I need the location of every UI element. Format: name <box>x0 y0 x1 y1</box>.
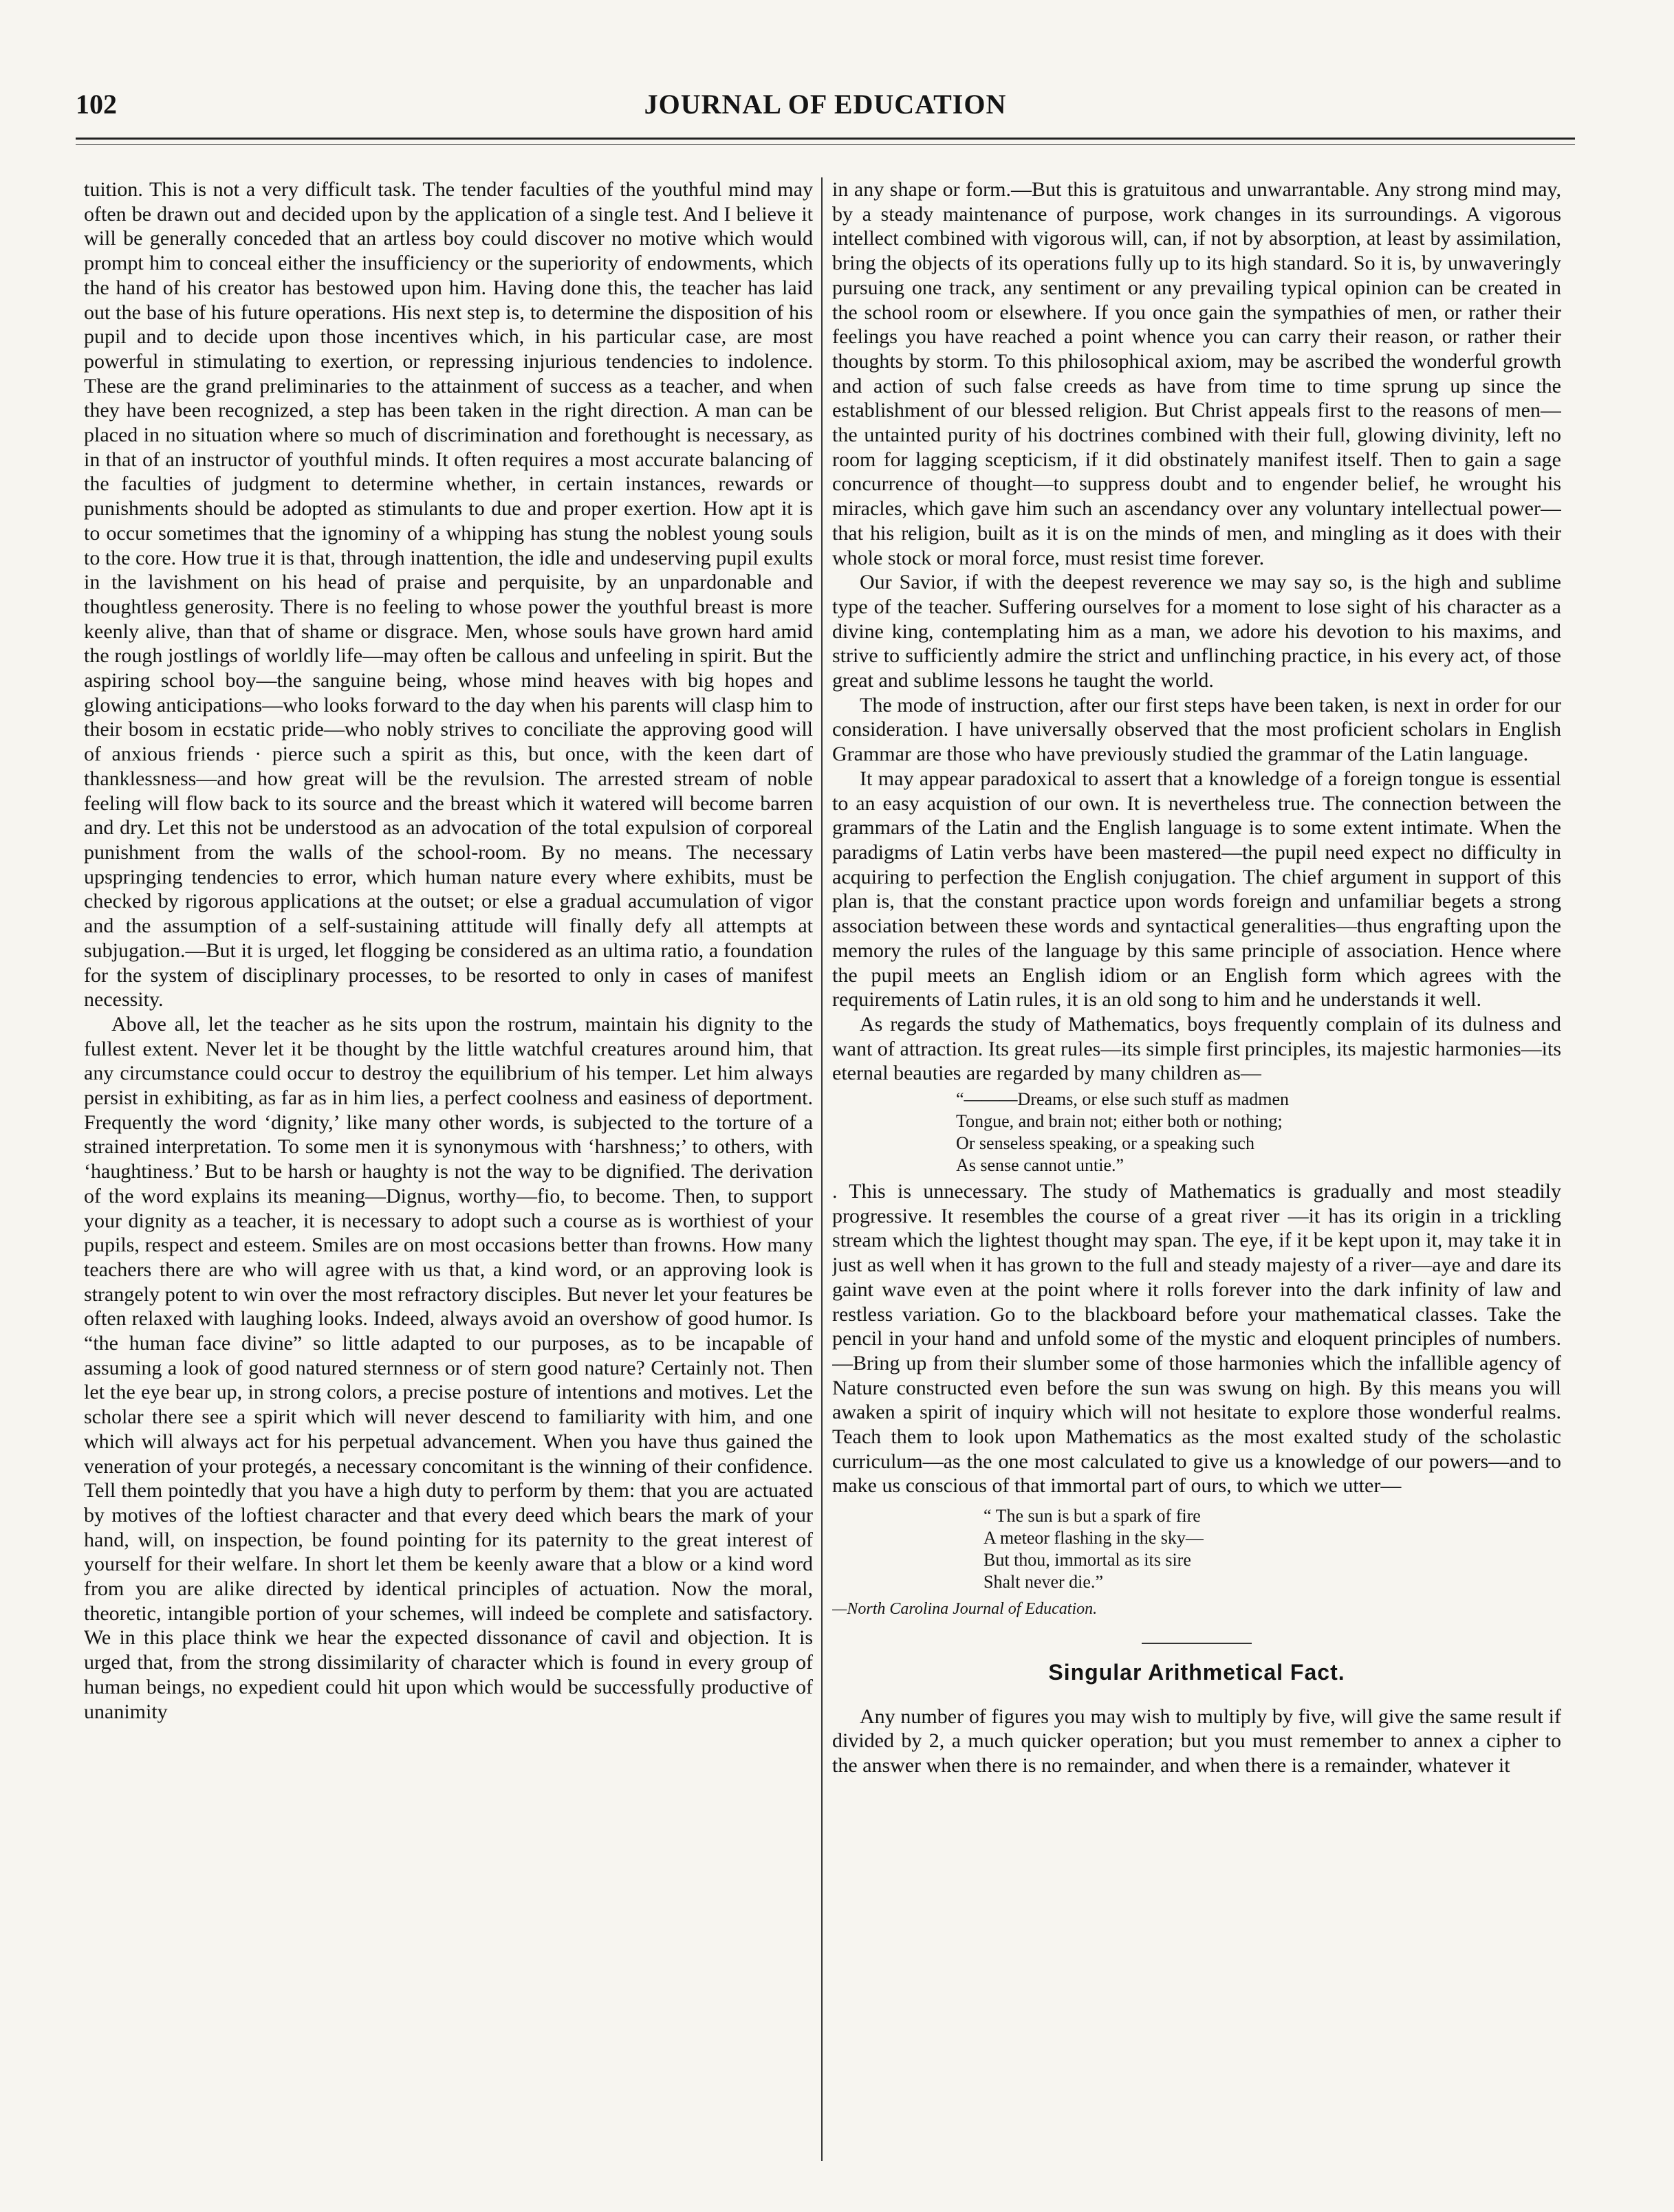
paragraph: As regards the study of Mathematics, boys frequently complain of its dulness and want of attraction. Its great rules—its simple first principles, its majestic harmonies—its eternal beauties are regarded by many children as— <box>832 1012 1561 1085</box>
verse-line: Or senseless speaking, or a speaking such <box>956 1133 1254 1154</box>
header-rule-thin <box>76 144 1575 145</box>
journal-title: JOURNAL OF EDUCATION <box>644 89 1007 120</box>
verse-line: “———Dreams, or else such stuff as madmen <box>956 1089 1290 1110</box>
verse-line: As sense cannot untie.” <box>956 1155 1124 1176</box>
paragraph: tuition. This is not a very difficult task. The tender faculties of the youthful mind may often be drawn out and decided upon by the application of a single test. And I believe it will be generally conceded that an artless boy could discover no motive which would prompt him to conceal either the insufficiency or the superiority of endowments, which the hand of his creator has bestowed upon him. Having done this, the teacher has laid out the base of his future operations. His next step is, to determine the disposition of his pupil and to decide upon those incentives which, in his particular case, are most powerful in stimulating to exertion, or repressing injurious tendencies to indolence. These are the grand preliminaries to the attainment of success as a teacher, and when they have been recognized, a step has been taken in the right direction. A man can be placed in no situation where so much of discrimination and forethought is necessary, as in that of an instructor of youthful minds. It often requires a most accurate balancing of the faculties of judgment to determine whether, in certain instances, rewards or punishments should be adopted as stimulants to due and proper exertion. How apt it is to occur sometimes that the ignominy of a whipping has stung the noblest young souls to the core. How true it is that, through inattention, the idle and undeserving pupil exults in the lavishment on his head of praise and perquisite, by an unpardonable and thoughtless generosity. There is no feeling to whose power the youthful breast is more keenly alive, than that of shame or disgrace. Men, whose souls have grown hard amid the rough jostlings of worldly life—may often be callous and unfeeling in spirit. But the aspiring school boy—the sanguine being, whose mind heaves with big hopes and glowing anticipations—who looks forward to the day when his parents will clasp him to their bosom in ecstatic pride—who nobly strives to conciliate the approving good will of anxious friends · pierce such a spirit as this, but once, with the keen dart of thanklessness—and how great will be the revulsion. The arrested stream of noble feeling will flow back to its source and the breast which it watered will become barren and dry. Let this not be understood as an advocation of the total expulsion of corporeal punishment from the walls of the school-room. By no means. The necessary upspringing tendencies to error, which human nature every where exhibits, must be checked by rigorous applications at the outset; or else a gradual accumulation of vigor and the assumption of a self-sustaining attitude will finally defy all attempts at subjugation.—But it is urged, let flogging be considered as an ultima ratio, a foundation for the system of disciplinary processes, to be resorted to only in cases of manifest necessity. <box>84 178 813 1011</box>
verse-line: Tongue, and brain not; either both or nothing; <box>956 1111 1283 1132</box>
paragraph: Above all, let the teacher as he sits upon the rostrum, maintain his dignity to the fullest extent. Never let it be thought by the little watchful creatures around him, that any circumstance could occur to destroy the equilibrium of his temper. Let him always persist in exhibiting, as far as in him lies, a perfect coolness and easiness of deportment. Frequently the word ‘dignity,’ like many other words, is subjected to the torture of a strained interpretation. To some men it is synonymous with ‘harshness;’ to others, with ‘haughtiness.’ But to be harsh or haughty is not the way to be dignified. The derivation of the word explains its meaning—Dignus, worthy—fio, to become. Then, to support your dignity as a teacher, it is necessary to adopt such a course as is worthiest of your pupils, respect and esteem. Smiles are on most occasions better than frowns. How many teachers there are who will agree with us that, a kind word, or an approving look is strangely potent to win over the most refractory disciples. But never let your features be often relaxed with laughing looks. Indeed, always avoid an overshow of good humor. Is “the human face divine” so little adapted to our purposes, as to be incapable of assuming a look of good natured sternness or of stern good nature? Certainly not. Then let the eye bear up, in strong colors, a precise posture of intentions and motives. Let the scholar there see a spirit which will never descend to familiarity with him, and one which will always act for his perpetual advancement. When you have thus gained the veneration of your protegés, a necessary concomitant is the winning of their confidence. Tell them pointedly that you have a high duty to perform by them: that you are actuated by motives of the loftiest character and that every deed which bears the mark of your hand, will, on inspection, be found pointing for its paternity to the great interest of yourself for their welfare. In short let them be keenly aware that a blow or a kind word from you are alike directed by identical principles of actuation. Now the moral, theoretic, intangible portion of your schemes, will indeed be complete and satisfactory. We in this place think we hear the expected dissonance of cavil and objection. It is urged that, from the strong dissimilarity of character which is found in every group of human beings, no expedient could hit upon which would be successfully productive of unanimity <box>84 1012 813 1723</box>
section-divider <box>1142 1643 1252 1644</box>
left-column <box>84 177 813 2171</box>
verse-quote <box>956 1088 1561 1176</box>
section-title: Singular Arithmetical Fact. <box>1048 1659 1345 1685</box>
page-header <box>76 88 1575 129</box>
attribution: —North Carolina Journal of Education. <box>832 1600 1098 1619</box>
right-column <box>832 177 1561 2171</box>
paragraph: It may appear paradoxical to assert that a knowledge of a foreign tongue is essential to an easy acquistion of our own. It is nevertheless true. The connection between the grammars of the Latin and the English language is to some extent intimate. When the paradigms of Latin verbs have been mastered—the pupil need expect no difficulty in acquiring to perfection the English conjugation. The chief argument in support of this plan is, that the constant practice upon words foreign and unfamiliar begets a strong association between these words and syntactical generalities—thus engrafting upon the memory the rules of the language by this same principle of association. Hence where the pupil meets an English idiom or an English form which agrees with the requirements of Latin rules, it is an old song to him and he understands it well. <box>832 767 1561 1011</box>
verse-line: “ The sun is but a spark of fire <box>983 1506 1201 1526</box>
paragraph: The mode of instruction, after our first steps have been taken, is next in order for our consideration. I have universally observed that the most proficient scholars in English Grammar are those who have previously studied the grammar of the Latin language. <box>832 693 1561 766</box>
column-divider <box>821 177 823 2161</box>
verse-quote <box>983 1505 1561 1593</box>
verse-line: But thou, immortal as its sire <box>983 1550 1191 1570</box>
paragraph: . This is unnecessary. The study of Mathematics is gradually and most steadily progressive. It resembles the course of a great river —it has its origin in a trickling stream which the lightest thought may span. The eye, if it be kept upon it, may take it in just as well when it has grown to the full and steady majesty of a river—aye and dare its gaint wave even at the point where it rolls forever into the dark infinity of law and restless variation. Go to the blackboard before your mathematical classes. Take the pencil in your hand and unfold some of the mystic and eloquent principles of numbers.—Bring up from their slumber some of those harmonies which the infallible agency of Nature constructed even before the sun was swung on high. By this means you will awaken a spirit of inquiry which will not hesitate to explore those wonderful realms. Teach them to look upon Mathematics as the most exalted study of the scholastic curriculum—as the one most calculated to give us a knowledge of our powers—and to make us conscious of that immortal part of ours, to which we utter— <box>832 1180 1561 1498</box>
verse-line: Shalt never die.” <box>983 1572 1103 1592</box>
paragraph: Our Savior, if with the deepest reverence we may say so, is the high and sublime type of the teacher. Suffering ourselves for a moment to lose sight of his character as a divine king, contemplating him as a man, we adore his devotion to his maxims, and strive to sufficiently admire the strict and unflinching practice, in his every act, of those great and sublime lessons he taught the world. <box>832 571 1561 692</box>
paragraph: Any number of figures you may wish to multiply by five, will give the same result if divided by 2, a much quicker operation; but you must remember to annex a cipher to the answer when there is no remainder, and when there is a remainder, whatever it <box>832 1705 1561 1777</box>
page-number: 102 <box>76 89 117 120</box>
paragraph: in any shape or form.—But this is gratuitous and unwarrantable. Any strong mind may, by a steady maintenance of purpose, work changes in its surroundings. A vigorous intellect combined with vigorous will, can, if not by absorption, at least by assimilation, bring the objects of its operations fully up to its high standard. So it is, by unwaveringly pursuing one track, any sentiment or any prevailing typical opinion can be created in the school room or elsewhere. If you once gain the sympathies of men, or rather their feelings you have reached a point whence you can carry their reason, or rather their thoughts by storm. To this philosophical axiom, may be ascribed the wonderful growth and action of such false creeds as have from time to time sprung up since the establishment of our blessed religion. But Christ appeals first to the reasons of men—the untainted purity of his doctrines combined with their full, glowing divinity, left no room for lagging scepticism, if it did obstinately manifest itself. Then to gain a sage concurrence of thought—to suppress doubt and to engender belief, he wrought his miracles, which gave him such an ascendancy over any voluntary intellectual power—that his religion, built as it is on the minds of men, and mingling as it does with their whole stock or moral force, must resist time forever. <box>832 178 1561 569</box>
verse-line: A meteor flashing in the sky— <box>983 1528 1204 1548</box>
header-rule <box>76 138 1575 140</box>
